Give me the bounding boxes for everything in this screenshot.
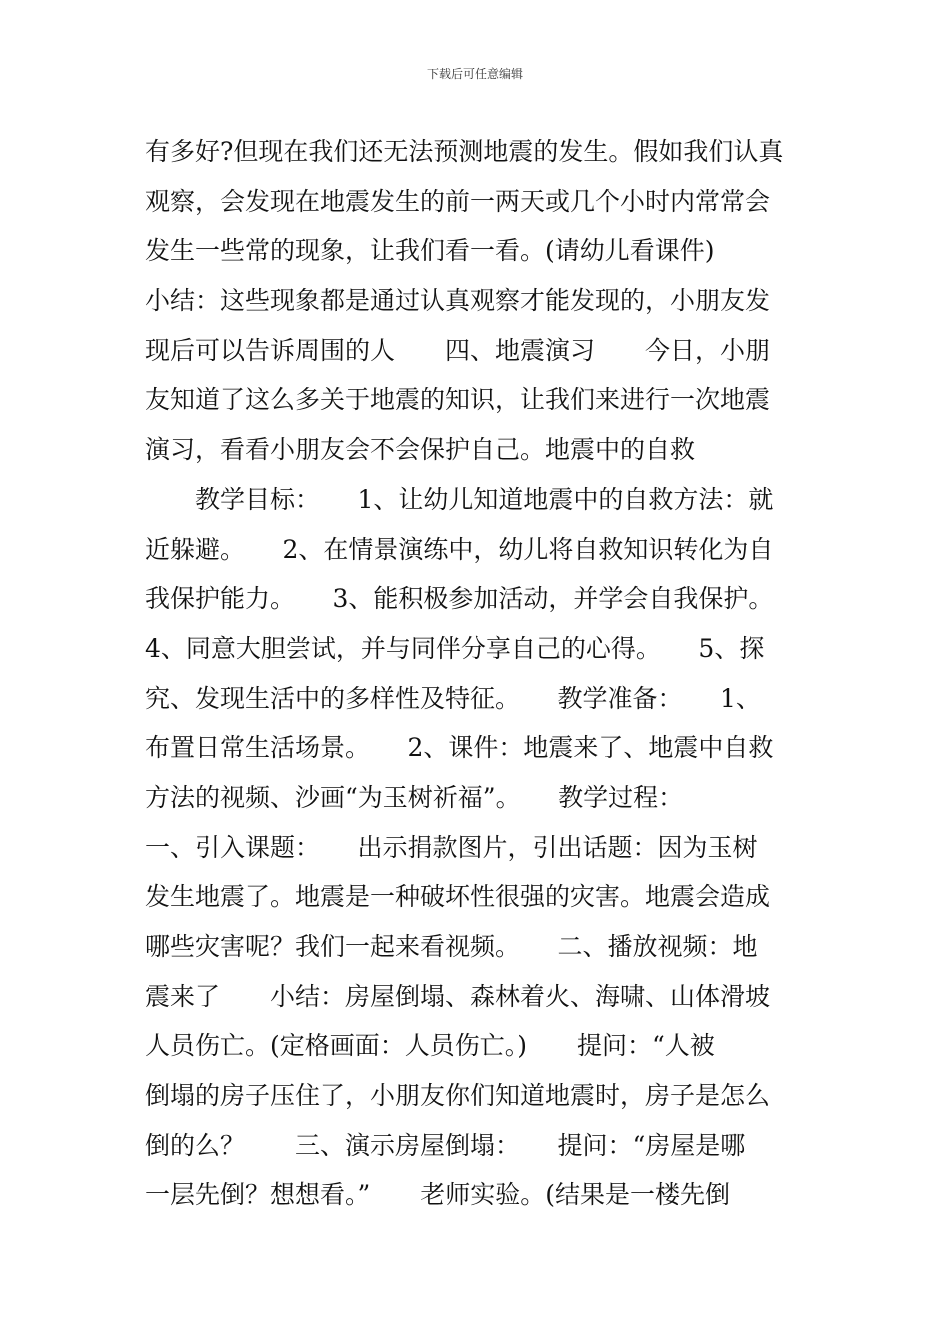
text-line: 近躲避。 2、在情景演练中，幼儿将自救知识转化为自 — [145, 534, 774, 564]
text-line: 发生一些常的现象，让我们看一看。(请幼儿看课件) — [145, 236, 715, 266]
text-line: 倒塌的房子压住了，小朋友你们知道地震时，房子是怎么 — [145, 1081, 771, 1111]
text-line: 观察，会发现在地震发生的前一两天或几个小时内常常会 — [145, 186, 771, 216]
text-line: 哪些灾害呢？我们一起来看视频。 二、播放视频：地 — [145, 932, 758, 961]
text-line-indented: 教学目标： 1、让幼儿知道地震中的自救方法：就 — [195, 484, 774, 514]
text-line: 发生地震了。地震是一种破坏性很强的灾害。地震会造成 — [145, 882, 771, 912]
text-line: 布置日常生活场景。 2、课件：地震来了、地震中自救 — [145, 733, 774, 763]
text-line: 友知道了这么多关于地震的知识，让我们来进行一次地震 — [145, 385, 771, 415]
text-line: 4、同意大胆尝试，并与同伴分享自己的心得。 5、探 — [145, 633, 765, 663]
text-line: 一、引入课题： 出示捐款图片，引出话题：因为玉树 — [145, 832, 758, 862]
text-line: 一层先倒？想想看。” 老师实验。(结果是一楼先倒 — [145, 1180, 731, 1210]
text-line: 现后可以告诉周围的人 四、地震演习 今日，小朋 — [145, 335, 771, 365]
text-line: 倒的么？ 三、演示房屋倒塌： 提问：“房屋是哪 — [145, 1130, 746, 1160]
text-line: 方法的视频、沙画“为玉树祈福”。 教学过程： — [145, 782, 684, 812]
text-line: 演习，看看小朋友会不会保护自己。地震中的自救 — [145, 435, 696, 465]
document-body — [145, 127, 810, 1220]
text-line: 小结：这些现象都是通过认真观察才能发现的，小朋友发 — [145, 286, 771, 316]
text-line: 有多好?但现在我们还无法预测地震的发生。假如我们认真 — [145, 137, 784, 166]
text-line: 人员伤亡。(定格画面：人员伤亡。) 提问：“人被 — [145, 1031, 715, 1061]
text-line: 究、发现生活中的多样性及特征。 教学准备： 1、 — [145, 683, 761, 713]
page-header: 下载后可任意编辑 — [426, 67, 523, 81]
text-line: 震来了 小结：房屋倒塌、森林着火、海啸、山体滑坡 — [145, 981, 771, 1011]
text-line: 我保护能力。 3、能积极参加活动，并学会自我保护。 — [145, 584, 774, 614]
